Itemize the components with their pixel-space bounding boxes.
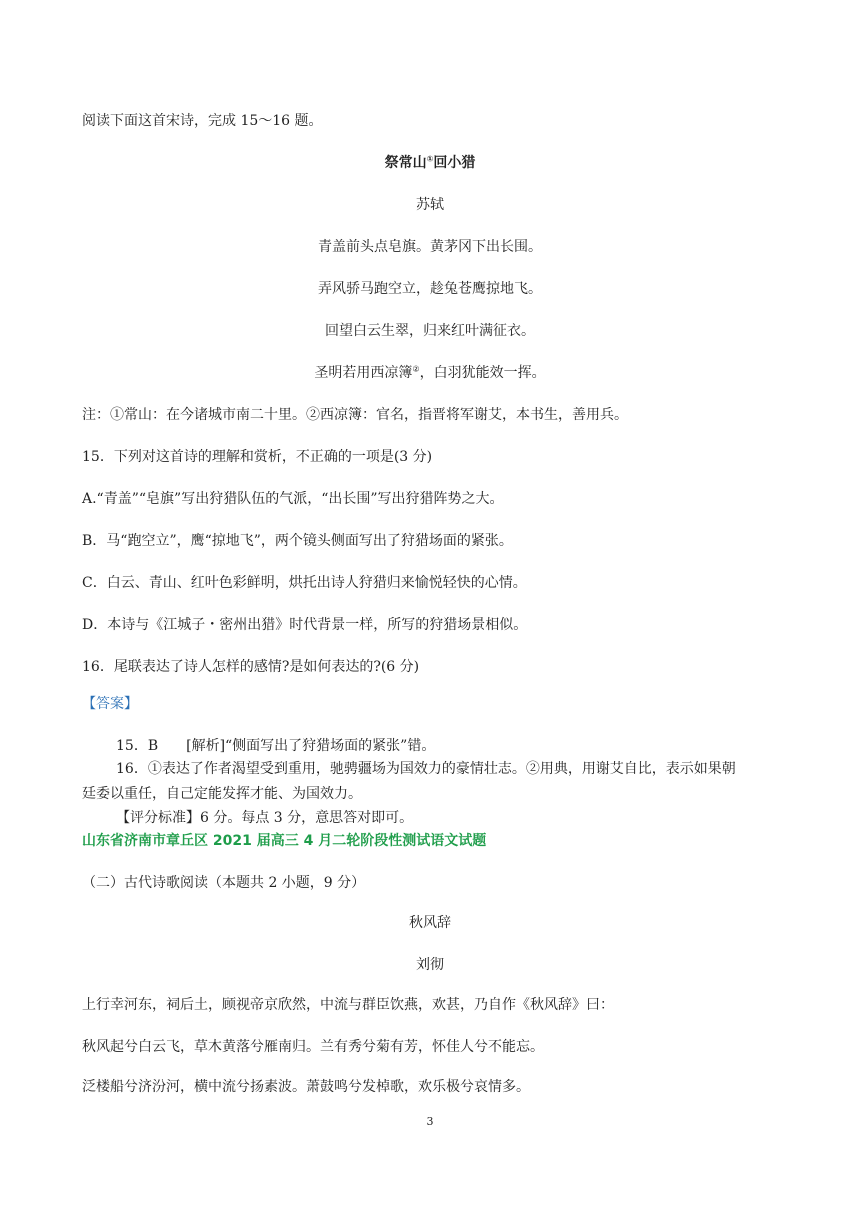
poem-author: 苏轼 bbox=[416, 197, 444, 213]
question-15-option-d: D．本诗与《江城子・密州出猎》时代背景一样，所写的狩猎场景相似。 bbox=[82, 617, 528, 633]
poem2-verse-1: 秋风起兮白云飞，草木黄落兮雁南归。兰有秀兮菊有芳，怀佳人兮不能忘。 bbox=[82, 1039, 544, 1055]
question-16-stem: 16．尾联表达了诗人怎样的感情?是如何表达的?(6 分) bbox=[82, 659, 420, 675]
page-number: 3 bbox=[426, 1115, 434, 1128]
answer-15: 15．B [解析]“侧面写出了狩猎场面的紧张”错。 bbox=[116, 738, 436, 754]
poem2-verse-2: 泛楼船兮济汾河，横中流兮扬素波。萧鼓鸣兮发棹歌，欢乐极兮哀情多。 bbox=[82, 1079, 530, 1095]
poem2-author: 刘彻 bbox=[416, 957, 444, 973]
poem-title-footnote-mark: ① bbox=[426, 154, 434, 164]
question-15-option-b: B．马“跑空立”，鹰“掠地飞”，两个镜头侧面写出了狩猎场面的紧张。 bbox=[82, 533, 513, 549]
question-15-option-c: C．白云、青山、红叶色彩鲜明，烘托出诗人狩猎归来愉悦轻快的心情。 bbox=[82, 575, 527, 591]
poem-line-4-pre: 圣明若用西凉簿 bbox=[314, 365, 413, 381]
intro-text: 阅读下面这首宋诗，完成 15～16 题。 bbox=[82, 113, 323, 129]
source-heading: 山东省济南市章丘区 2021 届高三 4 月二轮阶段性测试语文试题 bbox=[82, 833, 487, 849]
question-15-option-a: A.“青盖”“皂旗”写出狩猎队伍的气派，“出长围”写出狩猎阵势之大。 bbox=[82, 491, 504, 507]
answer-16-line-2: 廷委以重任，自己定能发挥才能、为国效力。 bbox=[82, 786, 362, 802]
answer-label: 【答案】 bbox=[82, 696, 138, 712]
poem-line-3: 回望白云生翠，归来红叶满征衣。 bbox=[325, 323, 535, 339]
poem-line-4 bbox=[0, 363, 860, 383]
answer-16-line-1: 16．①表达了作者渴望受到重用，驰骋疆场为国效力的豪情壮志。②用典，用谢艾自比，表示如果朝 bbox=[116, 761, 736, 777]
poem-line-1: 青盖前头点皂旗。黄茅冈下出长围。 bbox=[318, 239, 542, 255]
footnote: 注：①常山：在今诸城市南二十里。②西凉簿：官名，指晋将军谢艾，本书生，善用兵。 bbox=[82, 407, 628, 423]
question-15-stem: 15．下列对这首诗的理解和赏析，不正确的一项是(3 分) bbox=[82, 449, 433, 465]
section-heading: （二）古代诗歌阅读（本题共 2 小题，9 分） bbox=[82, 875, 366, 891]
poem-line-4-post: ，白羽犹能效一挥。 bbox=[419, 365, 546, 381]
poem-title bbox=[0, 153, 860, 173]
scoring-criteria: 【评分标准】6 分。每点 3 分，意思答对即可。 bbox=[116, 810, 414, 826]
poem2-preface: 上行幸河东，祠后土，顾视帝京欣然，中流与群臣饮燕，欢甚，乃自作《秋风辞》曰： bbox=[82, 997, 614, 1013]
poem-title-pre: 祭常山 bbox=[384, 155, 427, 171]
poem-title-post: 回小猎 bbox=[433, 155, 476, 171]
poem-line-4-footnote-mark: ② bbox=[412, 364, 420, 374]
poem-line-2: 弄风骄马跑空立，趁兔苍鹰掠地飞。 bbox=[318, 281, 542, 297]
poem2-title: 秋风辞 bbox=[409, 915, 451, 931]
